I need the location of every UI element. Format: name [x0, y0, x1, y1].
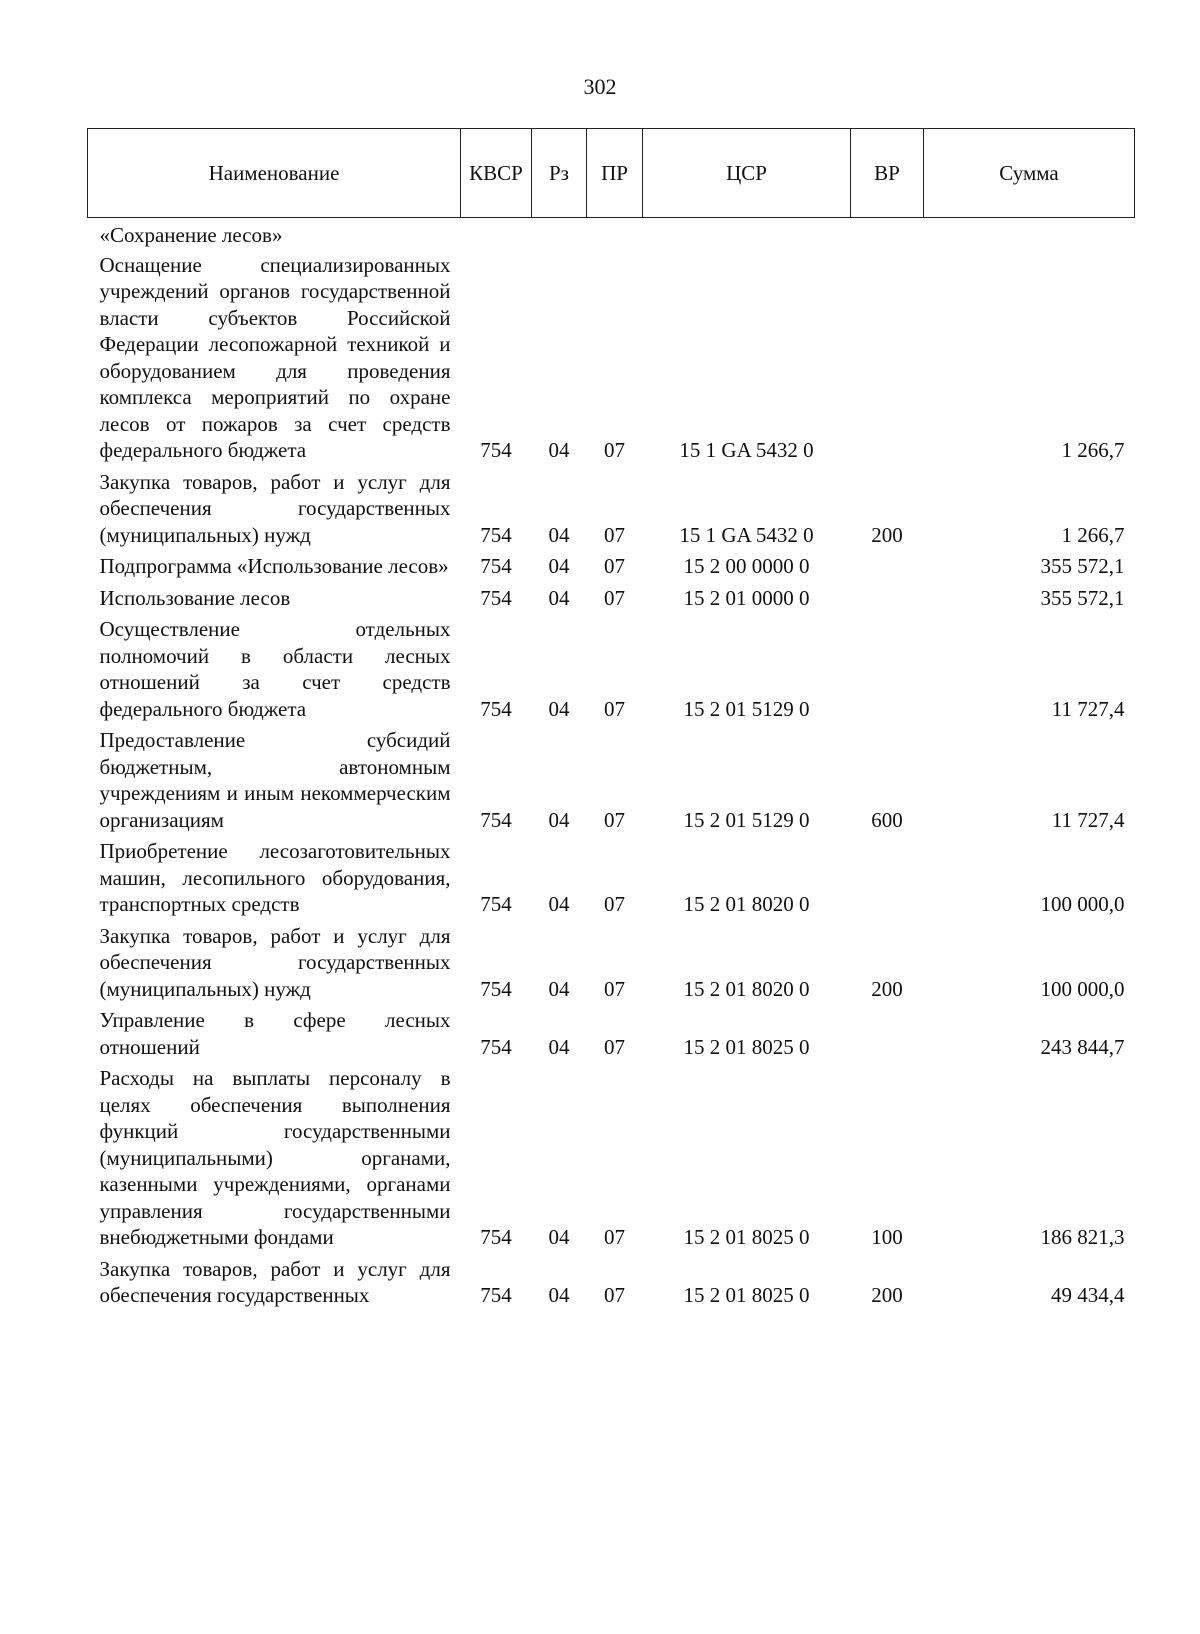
table-row	[88, 249, 1135, 466]
header-rz: Рз	[532, 129, 587, 218]
row-vr	[851, 582, 924, 614]
row-csr: 15 1 GA 5432 0	[679, 522, 814, 547]
row-kvsr: 754	[480, 1225, 512, 1249]
row-csr: 15 2 01 8025 0	[683, 1283, 810, 1307]
row-pr: 07	[604, 892, 625, 916]
row-csr: 15 2 01 8020 0	[683, 892, 810, 916]
row-pr: 07	[604, 807, 625, 832]
row-pr: 07	[604, 438, 625, 462]
row-vr	[851, 550, 924, 582]
row-rz: 04	[548, 554, 570, 578]
table-row	[88, 835, 1135, 920]
row-pr: 07	[604, 1225, 625, 1249]
row-csr: 15 2 01 8020 0	[683, 976, 810, 1001]
row-sum: 1 266,7	[1061, 522, 1125, 547]
row-name: Закупка товаров, работ и услуг для обеспечения государственных (муниципальных) нужд	[99, 469, 451, 547]
row-csr: 15 2 01 8025 0	[683, 1034, 810, 1059]
row-sum: 11 727,4	[1051, 696, 1125, 721]
header-vr: ВР	[851, 129, 924, 218]
row-name: Предоставление субсидий бюджетным, автономным учреждениям и иным некоммерческим организациям	[99, 728, 451, 832]
row-sum: 49 434,4	[1051, 1283, 1125, 1307]
header-pr: ПР	[587, 129, 643, 218]
row-vr: 200	[871, 522, 903, 547]
row-kvsr: 754	[480, 976, 512, 1001]
row-sum: 11 727,4	[1051, 807, 1125, 832]
row-rz: 04	[548, 438, 570, 462]
row-name: Расходы на выплаты персоналу в целях обеспечения выполнения функций государственными (муниципальными) органами, казенными учреждениями, органами управления государственными внебюджетными фондами	[99, 1066, 451, 1249]
row-kvsr: 754	[480, 807, 512, 832]
row-csr: 15 2 01 0000 0	[683, 585, 810, 610]
row-sum: 243 844,7	[1040, 1034, 1125, 1059]
row-name: Оснащение специализированных учреждений органов государственной власти субъектов Российской Федерации лесопожарной техникой и оборудованием для проведения комплекса мероприятий по охране лесов от пожаров за счет средств федерального бюджета	[99, 252, 451, 462]
table-row	[88, 1062, 1135, 1253]
row-vr: 600	[871, 807, 903, 832]
table-header-row	[88, 129, 1135, 218]
row-vr	[851, 613, 924, 724]
page-number: 302	[583, 74, 617, 99]
row-rz: 04	[548, 892, 570, 916]
row-kvsr: 754	[480, 522, 512, 547]
row-csr: 15 1 GA 5432 0	[679, 438, 814, 462]
header-kvsr: КВСР	[461, 129, 532, 218]
row-rz: 04	[548, 1225, 570, 1249]
row-rz: 04	[548, 976, 570, 1001]
table-row	[88, 920, 1135, 1005]
row-csr: 15 2 01 8025 0	[683, 1225, 810, 1249]
row-csr: 15 2 00 0000 0	[683, 554, 810, 578]
row-pr: 07	[604, 696, 625, 721]
row-vr	[851, 835, 924, 920]
row-pr: 07	[604, 1034, 625, 1059]
row-pr: 07	[604, 522, 625, 547]
row-pr: 07	[604, 976, 625, 1001]
table-row	[88, 550, 1135, 582]
row-sum: 355 572,1	[1040, 554, 1125, 578]
row-rz: 04	[548, 1283, 570, 1307]
row-name: Подпрограмма «Использование лесов»	[99, 554, 449, 578]
row-name: Использование лесов	[99, 585, 291, 610]
row-pr: 07	[604, 585, 625, 610]
row-kvsr: 754	[480, 696, 512, 721]
table-row	[88, 724, 1135, 835]
row-sum: 355 572,1	[1040, 585, 1125, 610]
table-row	[88, 1253, 1135, 1311]
continuation-row	[88, 218, 1135, 249]
row-rz: 04	[548, 696, 570, 721]
header-name: Наименование	[88, 129, 461, 218]
row-rz: 04	[548, 1034, 570, 1059]
row-kvsr: 754	[480, 585, 512, 610]
row-name: Осуществление отдельных полномочий в области лесных отношений за счет средств федерального бюджета	[99, 617, 451, 721]
row-pr: 07	[604, 1283, 625, 1307]
row-csr: 15 2 01 5129 0	[683, 807, 810, 832]
row-name: Закупка товаров, работ и услуг для обеспечения государственных (муниципальных) нужд	[99, 923, 451, 1001]
row-rz: 04	[548, 807, 570, 832]
row-name: Приобретение лесозаготовительных машин, лесопильного оборудования, транспортных средств	[99, 839, 451, 916]
row-kvsr: 754	[480, 1034, 512, 1059]
budget-table	[87, 128, 1135, 1311]
row-sum: 186 821,3	[1040, 1225, 1125, 1249]
row-vr	[851, 1004, 924, 1062]
row-pr: 07	[604, 554, 625, 578]
row-name: Закупка товаров, работ и услуг для обеспечения государственных	[99, 1256, 451, 1307]
header-sum: Сумма	[924, 129, 1135, 218]
row-vr: 100	[871, 1225, 903, 1249]
row-vr: 200	[871, 976, 903, 1001]
table-row	[88, 1004, 1135, 1062]
table-row	[88, 582, 1135, 614]
row-vr	[851, 249, 924, 466]
row-rz: 04	[548, 585, 570, 610]
row-kvsr: 754	[480, 1283, 512, 1307]
row-csr: 15 2 01 5129 0	[683, 696, 810, 721]
continuation-text: «Сохранение лесов»	[99, 223, 283, 247]
row-kvsr: 754	[480, 438, 512, 462]
table-row	[88, 613, 1135, 724]
row-sum: 100 000,0	[1040, 892, 1125, 916]
row-kvsr: 754	[480, 892, 512, 916]
row-vr: 200	[871, 1283, 903, 1307]
row-sum: 100 000,0	[1040, 976, 1125, 1001]
header-csr: ЦСР	[643, 129, 851, 218]
table-row	[88, 466, 1135, 551]
row-sum: 1 266,7	[1061, 438, 1125, 462]
row-kvsr: 754	[480, 554, 512, 578]
row-rz: 04	[548, 522, 570, 547]
row-name: Управление в сфере лесных отношений	[99, 1008, 451, 1059]
